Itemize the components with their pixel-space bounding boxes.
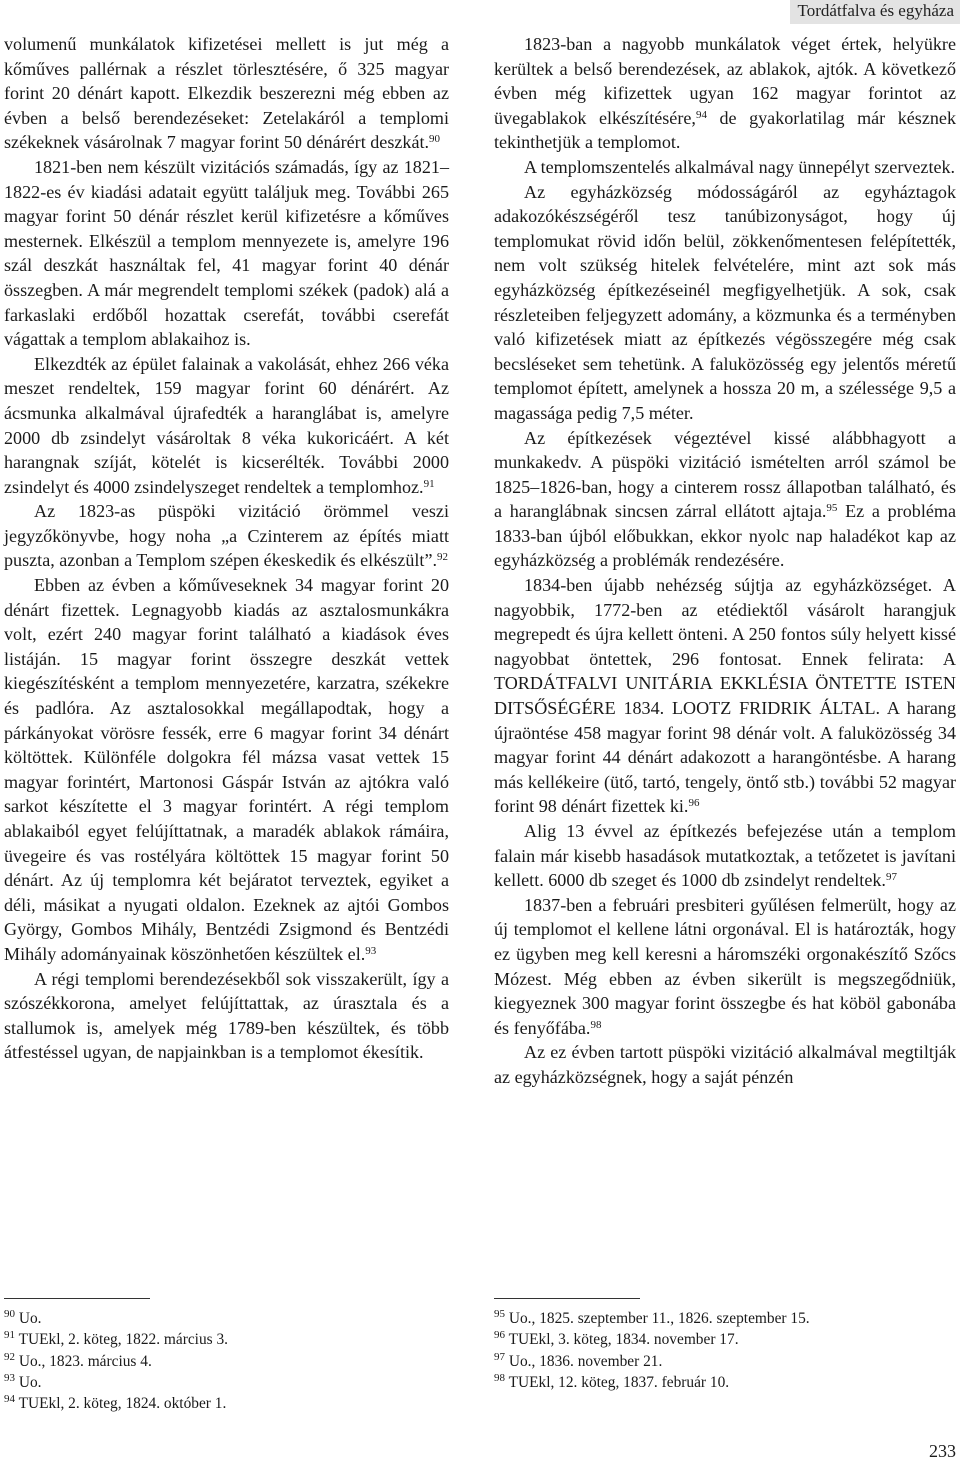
paragraph: 1821-ben nem készült vizitációs számadás, így az 1821–1822-es év kiadási adatait együtt találjuk meg. További 265 magyar forint 50 dénár részlet kerül kifizetésre a kőműves mesternek. Elkészül a templom mennyezete is, amelyre 196 szál deszkát használtak fel, 41 magyar forint 40 dénár összegben. A már megrendelt templomi székek (padok) alá a farkaslaki erdőből hozattak cserefát, további cserefát vágattak a templom ablakaihoz is. (4, 156, 449, 350)
running-head: Tordátfalva és egyháza (790, 0, 960, 24)
footnote-ref[interactable]: 96 (688, 797, 700, 810)
footnote: $^{95}$ Uo., 1825. szeptember 11., 1826. szeptember 15. (494, 1308, 810, 1327)
paragraph: Alig 13 évvel az építkezés befejezése után a templom falain már kisebb hasadások mutatkoztak, a tetőzetet is javítani kellett. 6000 db szeget és 1000 db zsindelyt rendeltek.$^{97}$ (494, 821, 956, 891)
paragraph: Elkezdték az épület falainak a vakolását, ehhez 266 véka meszet rendeltek, 159 magyar forint 60 dénárért. Az ácsmunka alkalmával újrafedték a haranglábat is, amelyre 2000 db zsindelyt vásároltak 8 véka kukoricáért. A két harangnak szíját, kötelét is kicserélték. További 2000 zsindelyt és 4000 zsindelyszeget rendeltek a templomhoz.$^{91}$ (4, 353, 449, 497)
footnote-ref[interactable]: 93 (365, 944, 377, 957)
footnotes-right (494, 1308, 954, 1393)
left-column (4, 32, 449, 1065)
footnotes-left (4, 1308, 444, 1414)
footnote: $^{90}$ Uo. (4, 1308, 42, 1327)
footnote: $^{93}$ Uo. (4, 1371, 42, 1391)
footnote-ref[interactable]: 91 (423, 477, 435, 490)
paragraph: A templomszentelés alkalmával nagy ünnepélyt szerveztek. (524, 156, 956, 177)
footnote-divider (494, 1298, 640, 1299)
paragraph: Az ez évben tartott püspöki vizitáció alkalmával megtiltják az egyházközségnek, hogy a saját pénzén (494, 1042, 956, 1087)
footnote: $^{91}$ TUEkl, 2. köteg, 1822. március 3. (4, 1329, 229, 1349)
footnote-ref[interactable]: 90 (429, 133, 441, 146)
footnote-ref[interactable]: 94 (695, 108, 707, 121)
footnote: $^{98}$ TUEkl, 12. köteg, 1837. február 10. (494, 1371, 730, 1391)
footnote: $^{94}$ TUEkl, 2. köteg, 1824. október 1. (4, 1393, 227, 1413)
paragraph: Az egyházközség módosságáról az egyháztagok adakozókészségéről tesz tanúbizonyságot, hogy új templomukat rövid időn belül, zökkenőmentesen felépítették, nem volt szükség hitelek felvételére, mint azt sok más egyházközség építkezéseinél megfigyelhetjük. A sok, csak részleteiben feljegyzett adomány, a közmunka és a terményben való kifizetések miatt az építkezés végösszegére még csak becsléseket sem tehetünk. A faluközösség egy jelentős méretű templomot épített, amelynek a hossza 20 m, a szélessége 9,5 a magassága pedig 7,5 méter. (494, 181, 956, 423)
footnote-divider (4, 1298, 150, 1299)
footnote: $^{97}$ Uo., 1836. november 21. (494, 1350, 663, 1370)
paragraph: Az 1823-as püspöki vizitáció örömmel veszi jegyzőkönyvbe, hogy noha „a Czinterem az építés miatt puszta, azonban a Templom szépen ékeskedik és elkészült”.$^{92}$ (4, 501, 449, 571)
paragraph: 1834-ben újabb nehézség sújtja az egyházközséget. A nagyobbik, 1772-ben az etédiektől vásárolt harangjuk megrepedt és újra kellett önteni. A 250 fontos súly helyett kissé nagyobbat öntettek, 296 fontosat. Ennek felirata: A TORDÁTFALVI UNITÁRIA EKKLÉSIA ÖNTETTE ISTEN DITSŐSÉGÉRE 1834. LOOTZ FRIDRIK ÁLTAL. A harang újraöntése 458 magyar forint 98 dénár volt. A faluközösség 34 magyar forint 44 dénárt adakozott a harangöntésbe. A harang más kellékeire (ütő, tartó, tengely, öntő stb.) további 52 magyar forint 98 dénárt fizettek ki.$^{96}$ (494, 575, 956, 817)
footnote-ref[interactable]: 92 (437, 551, 448, 564)
footnote: $^{96}$ TUEkl, 3. köteg, 1834. november 17. (494, 1329, 739, 1349)
page-number: 233 (929, 1441, 956, 1461)
right-column (494, 32, 956, 1090)
footnote-ref[interactable]: 98 (590, 1018, 602, 1031)
paragraph: Az építkezések végeztével kissé alábbhagyott a munkakedv. A püspöki vizitáció ismételten arról számol be 1825–1826-ban, hogy a cinterem rossz állapotban található, és a haranglábnak sincsen zárral ellátott ajtaja.$^{95}$ Ez a probléma 1833-ban újból előbukkan, ekkor nyolc nap haladékot kap az egyházközség a problémák rendezésére. (494, 427, 956, 571)
footnote: $^{92}$ Uo., 1823. március 4. (4, 1350, 152, 1370)
footnote-ref[interactable]: 95 (826, 502, 838, 515)
footnote-ref[interactable]: 97 (885, 871, 897, 884)
paragraph: 1837-ben a februári presbiteri gyűlésen felmerült, hogy az új templomot el kellene látni orgonával. El is határozták, hogy ez ügyben meg kell keresni a háromszéki orgonakészítő Szőcs Mózest. Még ebben az évben sikerült is megszegődniük, kiegyeznek 300 magyar forint összegbe és hat köböl gabonába és fenyőfába.$^{98}$ (494, 894, 956, 1038)
paragraph: A régi templomi berendezésekből sok visszakerült, így a szószékkorona, amelyet felújíttattak, az úrasztala és a stallumok is, amelyek még 1789-ben készültek, és több átfestéssel ugyan, de napjainkban is a templomot ékesítik. (4, 968, 449, 1063)
paragraph: volumenű munkálatok kifizetései mellett is jut még a kőműves pallérnak a részlet törlesztésére, ő 325 magyar forint 20 dénárt kapott. Elkezdik beszerezni még ebben az évben a belső berendezéseket: Zetelakáról a templomi székeknek vásárolnak 7 magyar forint 50 dénárért deszkát.$^{90}$ (4, 34, 449, 153)
paragraph: Ebben az évben a kőműveseknek 34 magyar forint 20 dénárt fizettek. Legnagyobb kiadás az asztalosmunkákra volt, ezért 240 magyar forint található a kiadások éves listáján. 15 magyar forint összegre deszkát vettek kiegészítésként a templom mennyezetére, karzatra, székekre és padlóra. Az asztalosokkal megállapodtak, hogy a párkányokat vörösre fessék, erre 6 magyar forint 34 dénárt költöttek. Különféle dolgokra fél mázsa vasat vettek 15 magyar forintért, Martonosi Gáspár István az ajtókra való sarkot készítette el 3 magyar forintért. A régi templom ablakaiból egyet felújíttatnak, a maradék ablakok rámáira, üvegeire és vas rostélyára költöttek 15 magyar forint 50 dénárt. Az új templomra két bejáratot terveztek, egyiket a déli, másikat a nyugati oldalon. Ezeknek az ajtói Gombos György, Gombos Mihály, Bentzédi Zsigmond és Bentzédi Mihály adományainak köszönhetően készültek el.$^{93}$ (4, 575, 449, 964)
paragraph: 1823-ban a nagyobb munkálatok véget értek, helyükre kerültek a belső berendezések, az ablakok, ajtók. A következő évben még kifizettek ugyan 162 magyar forintot az üvegablakok elkészítésére,$^{94}$ de gyakorlatilag már késznek tekinthetjük a templomot. (494, 34, 956, 153)
